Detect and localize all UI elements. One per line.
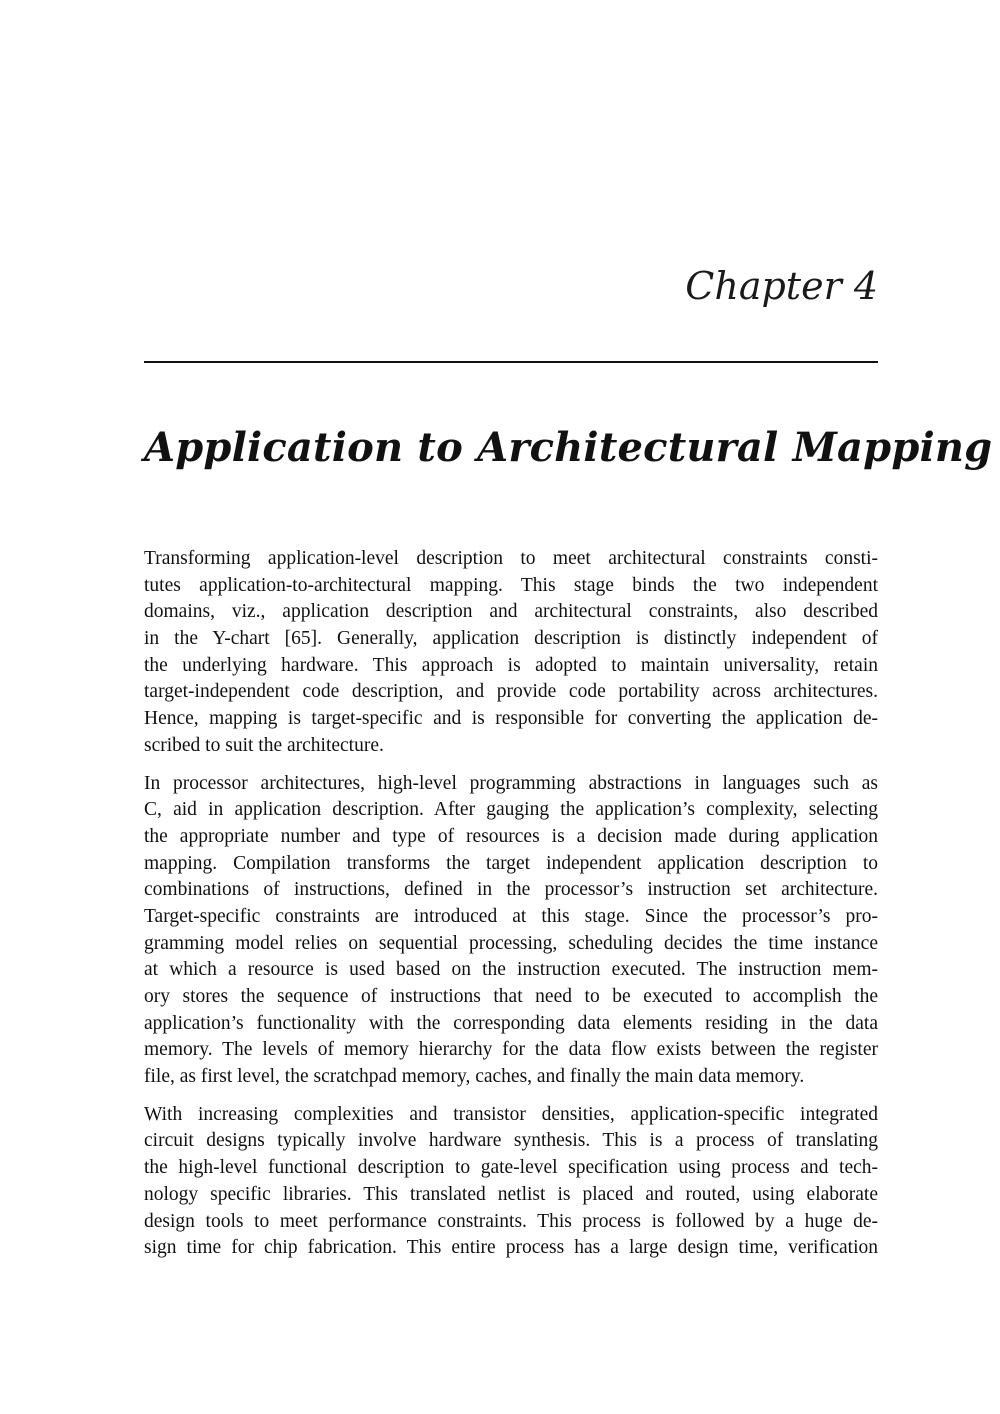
text-line: ory stores the sequence of instructions that need to be executed to accomplish the — [144, 986, 878, 1007]
text-line: combinations of instructions, defined in the processor’s instruction set architecture. — [144, 879, 878, 901]
text-line: tutes application-to-architectural mapping. This stage binds the two independent — [144, 574, 878, 596]
text-line: nology specific libraries. This translated netlist is placed and routed, using elaborate — [144, 1183, 878, 1205]
text-line: In processor architectures, high-level programming abstractions in languages such as — [144, 772, 878, 794]
body-text — [144, 546, 878, 1273]
text-line: domains, viz., application description and architectural constraints, also described — [144, 601, 878, 623]
text-line: scribed to suit the architecture. — [144, 734, 384, 756]
text-line: target-independent code description, and provide code portability across architectures. — [144, 681, 878, 703]
paragraph-3 — [144, 1102, 878, 1262]
text-line: the appropriate number and type of resources is a decision made during application — [144, 825, 878, 847]
text-line: at which a resource is used based on the instruction executed. The instruction mem- — [144, 959, 878, 981]
chapter-rule — [144, 361, 878, 363]
text-line: Transforming application-level description to meet architectural constraints consti- — [144, 548, 878, 569]
chapter-title: Application to Architectural Mapping — [144, 424, 993, 471]
text-line: design tools to meet performance constraints. This process is followed by a huge de- — [144, 1210, 878, 1232]
paragraph-1 — [144, 546, 878, 760]
text-line: gramming model relies on sequential processing, scheduling decides the time instance — [144, 932, 878, 954]
text-line: circuit designs typically involve hardware synthesis. This is a process of translating — [144, 1130, 878, 1152]
text-line: the underlying hardware. This approach is adopted to maintain universality, retain — [144, 654, 878, 676]
paragraph-2 — [144, 771, 878, 1091]
text-line: C, aid in application description. After gauging the application’s complexity, selecting — [144, 799, 878, 821]
text-line: file, as first level, the scratchpad memory, caches, and finally the main data memory. — [144, 1066, 805, 1088]
text-line: Hence, mapping is target-specific and is responsible for converting the application de- — [144, 708, 878, 730]
text-line: memory. The levels of memory hierarchy for the data flow exists between the register — [144, 1039, 878, 1061]
text-line: in the Y-chart [65]. Generally, application description is distinctly independent of — [144, 628, 878, 650]
chapter-label: Chapter 4 — [685, 264, 878, 308]
text-line: application’s functionality with the corresponding data elements residing in the data — [144, 1012, 878, 1034]
text-line: sign time for chip fabrication. This entire process has a large design time, verification — [144, 1237, 878, 1259]
text-line: mapping. Compilation transforms the target independent application description to — [144, 852, 878, 874]
text-line: With increasing complexities and transistor densities, application-specific integrated — [144, 1103, 878, 1125]
text-line: the high-level functional description to gate-level specification using process and tech- — [144, 1157, 878, 1179]
text-line: Target-specific constraints are introduced at this stage. Since the processor’s pro- — [144, 905, 878, 927]
